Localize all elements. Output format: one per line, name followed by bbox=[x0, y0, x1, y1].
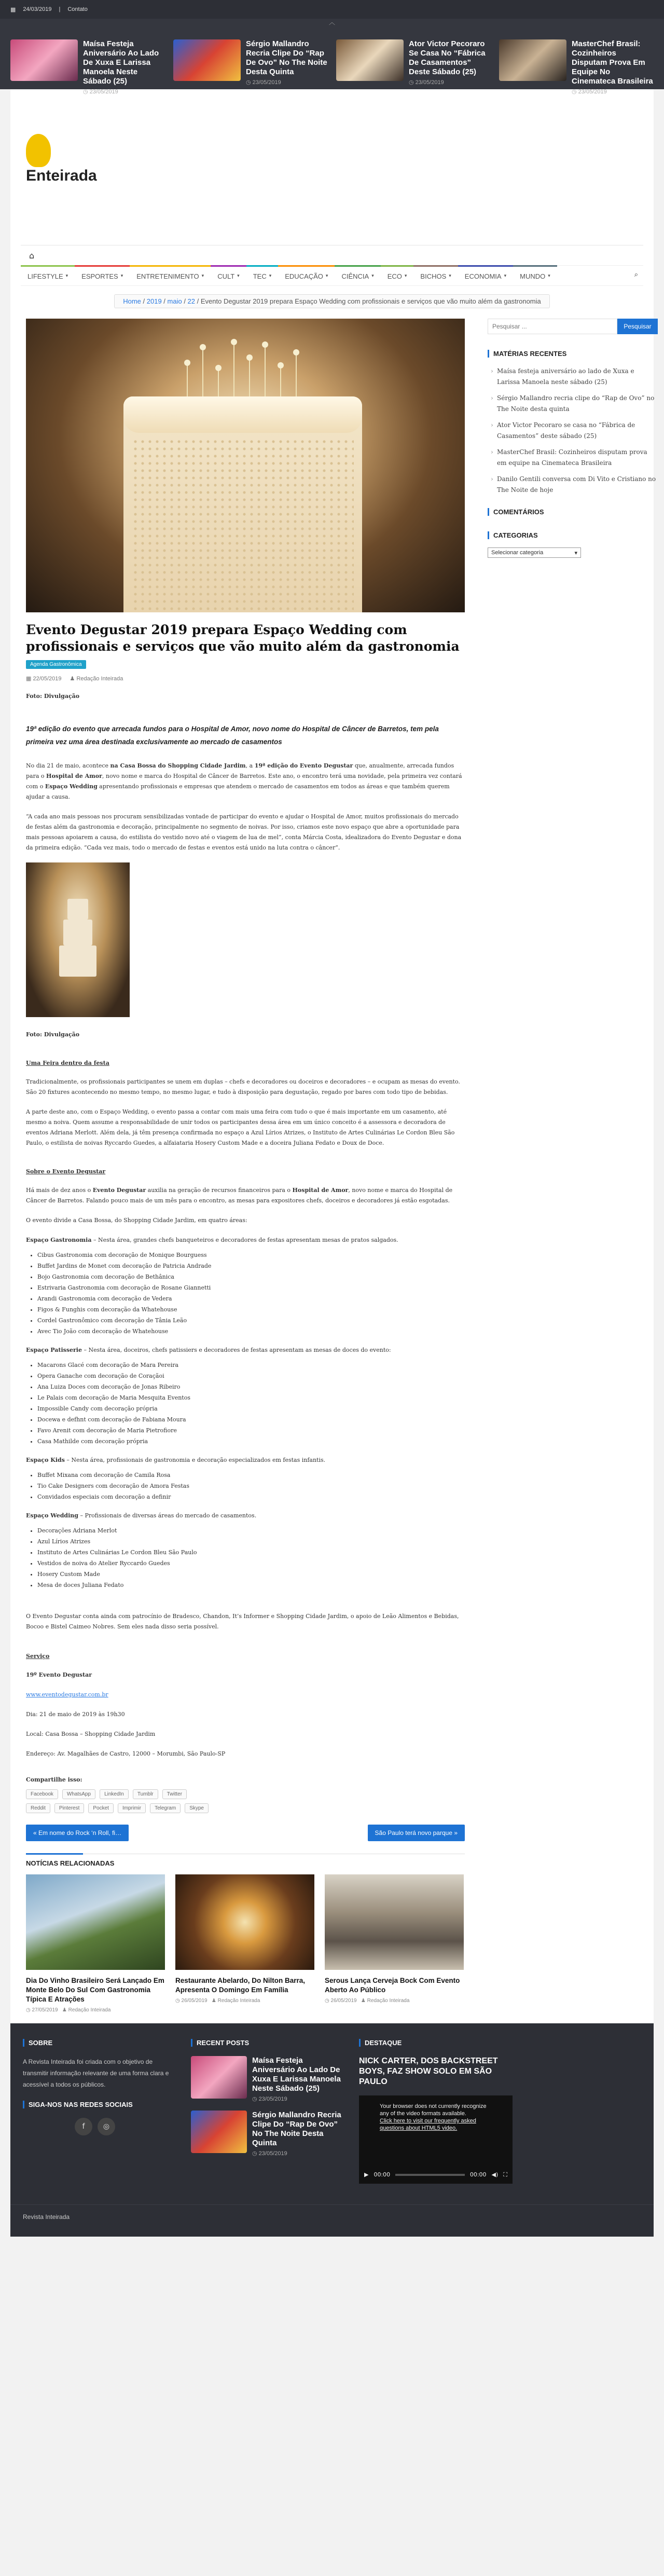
top-bar bbox=[0, 0, 664, 19]
kids-list bbox=[37, 1470, 465, 1502]
article-photo[interactable] bbox=[26, 862, 130, 1017]
list-item: • Tio Cake Designers com decoração de Amora Festas bbox=[37, 1481, 465, 1491]
calendar-icon: ▦ bbox=[26, 676, 32, 682]
article-body bbox=[26, 691, 465, 1813]
video-help-link[interactable]: Click here to visit our frequently asked questions about HTML5 video. bbox=[380, 2118, 476, 2131]
footer-post-thumb[interactable] bbox=[191, 2111, 247, 2153]
share-pinterest-button[interactable]: Pinterest bbox=[54, 1803, 84, 1813]
date-meta: ▦ 22/05/2019 bbox=[26, 676, 62, 682]
paragraph: Há mais de dez anos o Evento Degustar auxilia na geração de recursos financeiros para o Hospital de Amor, novo nome e marca do Hospital de Câncer de Barretos. Falando pouco mais de um mês para o encontro, as mesas para expositores chefs, doceiros e decoradores já estão esgotadas. bbox=[26, 1187, 453, 1204]
chevron-down-icon: ▾ bbox=[269, 273, 272, 279]
breadcrumb: Home / 2019 / maio / 22 / Evento Degustar 2019 prepara Espaço Wedding com profissionais e serviços que vão muito além da gastronomia bbox=[10, 286, 654, 316]
wedding-list bbox=[37, 1525, 465, 1591]
list-item: • Avec Tio João com decoração de Whatehouse bbox=[37, 1326, 465, 1337]
share-reddit-button[interactable]: Reddit bbox=[26, 1803, 50, 1813]
list-item: • Opera Ganache com decoração de Coraçãoi bbox=[37, 1371, 465, 1381]
footer-heading: SOBRE bbox=[23, 2039, 176, 2047]
list-item: • Estrivaria Gastronomia com decoração de Rosane Giannetti bbox=[37, 1282, 465, 1293]
nav-item-bichos[interactable]: BICHOS ▾ bbox=[413, 265, 458, 285]
related-meta: ◷ 26/05/2019 ♟ Redação Inteirada bbox=[175, 1998, 260, 2004]
list-item: • Instituto de Artes Culinárias Le Cordon Bleu São Paulo bbox=[37, 1547, 465, 1558]
service-address: Endereço: Av. Magalhães de Castro, 12000 – Morumbi, São Paulo-SP bbox=[26, 1750, 226, 1757]
time-elapsed: 00:00 bbox=[374, 2171, 391, 2178]
ticker-item[interactable] bbox=[10, 39, 165, 95]
category-badge[interactable]: Agenda Gastronômica bbox=[26, 660, 86, 669]
related-thumb[interactable] bbox=[26, 1874, 165, 1970]
volume-icon[interactable]: ◀) bbox=[491, 2171, 499, 2178]
ticker-title[interactable]: Maísa Festeja Aniversário Ao Lado De Xuxa E Larissa Manoela Neste Sábado (25) bbox=[83, 39, 159, 86]
post-navigation bbox=[26, 1825, 465, 1841]
ticker-thumb[interactable] bbox=[173, 39, 241, 81]
nav-item-lifestyle[interactable]: LIFESTYLE ▾ bbox=[21, 265, 75, 285]
nav-item-eco[interactable]: ECO ▾ bbox=[381, 265, 414, 285]
section-heading: Uma Feira dentro da festa bbox=[26, 1060, 109, 1066]
ticker-item[interactable] bbox=[499, 39, 654, 95]
paragraph: A parte deste ano, com o Espaço Wedding, o evento passa a contar com mais uma feira com tudo o que é mais importante em um casamento, até mesmo a noiva. Quem assume a responsabilidade de unir todos os participantes dessa área em um único conceito é a assessora e decoradora de eventos Adriana Merlott. Além dela, já têm presença confirmada no espaço a Azul Lírios Atrizes, o Instituto de Artes Culinárias Le Cordon Bleu São Paulo, o estilista de noivas Ryccardo Guedes, a alfaiataria Hosery Custom Made e a doceira Juliana Fedato e Doux de Doce. bbox=[26, 1108, 455, 1146]
recent-list bbox=[488, 366, 658, 496]
list-item: • Casa Mathilde com decoração própria bbox=[37, 1436, 465, 1447]
search-input[interactable] bbox=[488, 319, 617, 334]
cake-body bbox=[123, 396, 362, 612]
recent-link[interactable]: › Ator Victor Pecoraro se casa no “Fábrica de Casamentos” deste sábado (25) bbox=[491, 420, 658, 442]
comments-heading: COMENTÁRIOS bbox=[488, 508, 658, 516]
video-player[interactable] bbox=[359, 2095, 513, 2184]
share-buttons bbox=[26, 1789, 213, 1813]
cake-topper bbox=[182, 339, 306, 402]
list-item: • Impossible Candy com decoração própria bbox=[37, 1403, 465, 1414]
sidebar bbox=[488, 319, 658, 2013]
nav-item-entretenimento[interactable]: ENTRETENIMENTO ▾ bbox=[130, 265, 211, 285]
news-ticker bbox=[0, 19, 664, 95]
breadcrumb-day[interactable]: 22 bbox=[187, 297, 196, 305]
ticker-title[interactable]: MasterChef Brasil: Cozinheiros Disputam Prova Em Equipe No Cinemateca Brasileira bbox=[572, 39, 653, 86]
article bbox=[26, 319, 465, 2013]
related-title[interactable]: Restaurante Abelardo, Do Nilton Barra, Apresenta O Domingo Em Família bbox=[175, 1977, 306, 1994]
sidebar-search bbox=[488, 319, 658, 334]
copyright-text: Revista Inteirada bbox=[23, 2213, 70, 2221]
time-total: 00:00 bbox=[469, 2171, 487, 2178]
list-item: • Le Palais com decoração de Maria Mesquita Eventos bbox=[37, 1392, 465, 1403]
chevron-down-icon: ▾ bbox=[574, 550, 577, 556]
recent-link[interactable]: › Danilo Gentili conversa com Di Vito e Cristiano no The Noite de hoje bbox=[491, 474, 658, 496]
footer-post-date: ◷ 23/05/2019 bbox=[252, 2096, 287, 2102]
share-pocket-button[interactable]: Pocket bbox=[88, 1803, 114, 1813]
ticker-title[interactable]: Ator Victor Pecoraro Se Casa No “Fábrica De Casamentos” Deste Sábado (25) bbox=[409, 39, 486, 76]
paragraph: Espaço Kids – Nesta área, profissionais de gastronomia e decoração especializados em festas infantis. bbox=[26, 1457, 326, 1463]
related-item[interactable] bbox=[325, 1874, 464, 2013]
categories-select[interactable]: Selecionar categoria ▾ bbox=[488, 547, 581, 558]
breadcrumb-current: Evento Degustar 2019 prepara Espaço Wedding com profissionais e serviços que vão muito além da gastronomia bbox=[200, 297, 541, 305]
user-icon: ♟ bbox=[70, 676, 75, 682]
nav-item-tec[interactable]: TEC ▾ bbox=[246, 265, 279, 285]
list-item: • Cibus Gastronomia com decoração de Monique Bourguess bbox=[37, 1250, 465, 1260]
featured-image bbox=[26, 319, 465, 612]
footer-heading: SIGA-NOS NAS REDES SOCIAIS bbox=[23, 2101, 176, 2108]
search-icon[interactable]: ⌕ bbox=[634, 271, 638, 279]
nav-item-economia[interactable]: ECONOMIA ▾ bbox=[458, 265, 513, 285]
list-item: • Favo Arenit com decoração de Maria Pietrofiore bbox=[37, 1425, 465, 1436]
footer-about bbox=[23, 2039, 176, 2184]
facebook-icon[interactable]: f bbox=[75, 2118, 92, 2135]
paragraph: Espaço Wedding – Profissionais de diversas áreas do mercado de casamentos. bbox=[26, 1512, 257, 1519]
ticker-item[interactable] bbox=[173, 39, 328, 95]
play-icon[interactable]: ▶ bbox=[364, 2171, 369, 2178]
photo-credit: Foto: Divulgação bbox=[26, 1031, 80, 1038]
paragraph: Espaço Gastronomia – Nesta área, grandes chefs banqueteiros e decoradores de festas apresentam mesas de pratos salgados. bbox=[26, 1237, 398, 1243]
article-title: Evento Degustar 2019 prepara Espaço Wedding com profissionais e serviços que vão muito além da gastronomia bbox=[26, 622, 460, 654]
breadcrumb-home[interactable]: Home bbox=[123, 297, 141, 305]
share-label: Compartilhe isso: bbox=[26, 1776, 82, 1783]
calendar-icon: ▦ bbox=[10, 6, 16, 13]
section-heading: Serviço bbox=[26, 1653, 50, 1660]
paragraph: O Evento Degustar conta ainda com patrocínio de Bradesco, Chandon, It’s Informer e Shopping Cidade Jardim, o apoio de Leão Alimentos e Bebidas, Bocoo e Bistel Caimeo Nobres. Sem eles nada disso seria possível. bbox=[26, 1613, 459, 1630]
seek-bar[interactable] bbox=[395, 2174, 465, 2176]
footer-post-title[interactable]: Sérgio Mallandro Recria Clipe Do “Rap De Ovo” No The Noite Desta Quinta bbox=[252, 2111, 341, 2147]
recent-link[interactable]: › Maísa festeja aniversário ao lado de Xuxa e Larissa Manoela neste sábado (25) bbox=[491, 366, 658, 388]
share-tumblr-button[interactable]: Tumblr bbox=[133, 1789, 158, 1799]
list-item: • Buffet Jardins de Monet com decoração de Patricia Andrade bbox=[37, 1260, 465, 1271]
contact-link[interactable]: Contato bbox=[67, 6, 88, 12]
author-meta[interactable]: ♟ Redação Inteirada bbox=[70, 676, 123, 682]
list-item: • Docewa e defhnt com decoração de Fabiana Moura bbox=[37, 1414, 465, 1425]
instagram-icon[interactable]: ◎ bbox=[98, 2118, 115, 2135]
related-item[interactable] bbox=[175, 1874, 314, 2013]
bottom-bar bbox=[10, 2204, 654, 2237]
ticker-thumb[interactable] bbox=[499, 39, 566, 81]
footer-recent bbox=[191, 2039, 344, 2184]
chevron-down-icon: ▾ bbox=[548, 273, 550, 279]
related-title[interactable]: Dia Do Vinho Brasileiro Será Lançado Em Monte Belo Do Sul Com Gastronomia Típica E Atrações bbox=[26, 1977, 164, 2003]
chevron-up-icon[interactable]: ︿ bbox=[328, 19, 335, 26]
ticker-item[interactable] bbox=[336, 39, 491, 95]
photo-credit: Foto: Divulgação bbox=[26, 693, 80, 700]
video-controls bbox=[364, 2171, 507, 2178]
share-twitter-button[interactable]: Twitter bbox=[162, 1789, 187, 1799]
article-lead: 19ª edição do evento que arrecada fundos para o Hospital de Amor, novo nome do Hospital de Câncer de Barretos, tem pela primeira vez uma área destinada exclusivamente ao mercado de casamentos bbox=[26, 725, 439, 746]
list-item: • Buffet Mixana com decoração de Camila Rosa bbox=[37, 1470, 465, 1481]
related-meta: ◷ 27/05/2019 ♟ Redação Inteirada bbox=[26, 2007, 111, 2013]
ticker-date: ◷ 23/05/2019 bbox=[409, 79, 444, 86]
nav-item-esportes[interactable]: ESPORTES ▾ bbox=[75, 265, 130, 285]
ticker-date: ◷ 23/05/2019 bbox=[246, 79, 281, 86]
share-facebook-button[interactable]: Facebook bbox=[26, 1789, 58, 1799]
list-item: • Cordel Gastronômico com decoração de Tânia Leão bbox=[37, 1315, 465, 1326]
footer-about-text: A Revista Inteirada foi criada com o objetivo de transmitir informação relevante de uma forma clara e acessível a todos os públicos. bbox=[23, 2058, 169, 2088]
footer-post-title[interactable]: Maísa Festeja Aniversário Ao Lado De Xuxa E Larissa Manoela Neste Sábado (25) bbox=[252, 2056, 341, 2093]
service-date: Dia: 21 de maio de 2019 às 19h30 bbox=[26, 1711, 125, 1718]
categories-heading: CATEGORIAS bbox=[488, 531, 658, 539]
related-thumb[interactable] bbox=[175, 1874, 314, 1970]
list-item: • Convidados especiais com decoração a definir bbox=[37, 1491, 465, 1502]
breadcrumb-year[interactable]: 2019 bbox=[146, 297, 162, 305]
share-skype-button[interactable]: Skype bbox=[185, 1803, 209, 1813]
chevron-down-icon: ▾ bbox=[201, 273, 204, 279]
list-item: • Macarons Glacé com decoração de Mara Pereira bbox=[37, 1360, 465, 1371]
ticker-thumb[interactable] bbox=[10, 39, 78, 81]
featured-title[interactable]: NICK CARTER, DOS BACKSTREET BOYS, FAZ SHOW SOLO EM SÃO PAULO bbox=[359, 2057, 498, 2086]
related-item[interactable] bbox=[26, 1874, 165, 2013]
footer bbox=[10, 2023, 654, 2204]
paragraph: No dia 21 de maio, acontece na Casa Bossa do Shopping Cidade Jardim, a 19ª edição do Evento Degustar que, anualmente, arrecada fundos para o Hospital de Amor, novo nome e marca do Hospital de Câncer de Barretos. Este ano, o encontro terá uma novidade, pela primeira vez contará com o Espaço Wedding apresentando profissionais e empresas que atendem o mercado de casamentos em todos as áreas e que também querem ajudar a causa. bbox=[26, 762, 462, 800]
article-meta bbox=[26, 675, 465, 682]
paragraph: “A cada ano mais pessoas nos procuram sensibilizadas vontade de participar do evento e ajudar o Hospital de Amor, muitos profissionais do mercado de festas além da gastronomia e decoração, principalmente no segmento de noivas. Por isso, criamos este novo espaço que abre a oportunidade para mais pessoas apoiarem a causa, do estilista do vestido novo até o viagem de lua de mel”, conta Márcia Costa, idealizadora do Evento Degustar e dona da primeira edição. “Cada vez mais, todo o mercado de festas e eventos está unido na luta contra o câncer”. bbox=[26, 813, 462, 851]
section-heading: Sobre o Evento Degustar bbox=[26, 1168, 106, 1175]
service-site[interactable]: www.eventodegustar.com.br bbox=[26, 1691, 108, 1698]
recent-link[interactable]: › MasterChef Brasil: Cozinheiros disputam prova em equipe na Cinemateca Brasileira bbox=[491, 447, 658, 469]
footer-post-date: ◷ 23/05/2019 bbox=[252, 2150, 287, 2157]
chevron-down-icon: ▾ bbox=[504, 273, 507, 279]
footer-post-thumb[interactable] bbox=[191, 2056, 247, 2099]
list-item: • Decorações Adriana Merlot bbox=[37, 1525, 465, 1536]
footer-post[interactable] bbox=[191, 2056, 344, 2102]
recent-heading: MATÉRIAS RECENTES bbox=[488, 350, 658, 358]
fullscreen-icon[interactable]: ⛶ bbox=[503, 2171, 507, 2178]
paragraph: Tradicionalmente, os profissionais participantes se unem em duplas – chefs e decoradores ou doceiros e decoradores – e ocupam as mesas do evento. São 20 fixtures acontecendo no mesmo tempo, no mesmo lugar, e tudo à disposição para degustação, regado por bares com todo tipo de bebidas. bbox=[26, 1078, 460, 1095]
ticker-date: ◷ 23/05/2019 bbox=[572, 89, 607, 95]
logo-text: Enteirada bbox=[26, 167, 97, 184]
footer-heading: DESTAQUE bbox=[359, 2039, 513, 2047]
next-post-button[interactable]: São Paulo terá novo parque » bbox=[368, 1825, 465, 1841]
logo-mark bbox=[26, 134, 51, 167]
home-icon[interactable]: ⌂ bbox=[29, 250, 35, 261]
share-linkedin-button[interactable]: LinkedIn bbox=[100, 1789, 129, 1799]
list-item: • Vestidos de noiva do Atelier Ryccardo Guedes bbox=[37, 1558, 465, 1569]
previous-post-button[interactable]: « Em nome do Rock ‘n Roll, fi… bbox=[26, 1825, 129, 1841]
nav-item-cult[interactable]: CULT ▾ bbox=[211, 265, 246, 285]
nav-item-educacao[interactable]: EDUCAÇÃO ▾ bbox=[278, 265, 335, 285]
ticker-title[interactable]: Sérgio Mallandro Recria Clipe Do “Rap De Ovo” No The Noite Desta Quinta bbox=[246, 39, 327, 76]
patisserie-list bbox=[37, 1360, 465, 1447]
related-thumb[interactable] bbox=[325, 1874, 464, 1970]
share-whatsapp-button[interactable]: WhatsApp bbox=[62, 1789, 95, 1799]
paragraph: O evento divide a Casa Bossa, do Shopping Cidade Jardim, em quatro áreas: bbox=[26, 1217, 247, 1224]
service-place: Local: Casa Bossa – Shopping Cidade Jardim bbox=[26, 1731, 156, 1737]
list-item: • Arandi Gastronomia com decoração de Vedera bbox=[37, 1293, 465, 1304]
footer-post[interactable] bbox=[191, 2111, 344, 2157]
share-print-button[interactable]: Imprimir bbox=[118, 1803, 146, 1813]
list-item: • Ana Luiza Doces com decoração de Jonas Ribeiro bbox=[37, 1381, 465, 1392]
related-title[interactable]: Serous Lança Cerveja Bock Com Evento Aberto Ao Público bbox=[325, 1977, 460, 1994]
share-telegram-button[interactable]: Telegram bbox=[150, 1803, 181, 1813]
social-links bbox=[75, 2118, 176, 2135]
footer-featured bbox=[359, 2039, 513, 2184]
related-meta: ◷ 26/05/2019 ♟ Redação Inteirada bbox=[325, 1998, 410, 2004]
breadcrumb-month[interactable]: maio bbox=[167, 297, 182, 305]
footer-heading: RECENT POSTS bbox=[191, 2039, 344, 2047]
search-button[interactable]: Pesquisar bbox=[617, 319, 658, 334]
paragraph: Espaço Patisserie – Nesta área, doceiros, chefs patissiers e decoradores de festas apresentam as mesas de doces do evento: bbox=[26, 1347, 391, 1353]
video-message: Your browser does not currently recognize any of the video formats available. bbox=[380, 2103, 487, 2117]
chevron-down-icon: ▾ bbox=[404, 273, 407, 279]
chevron-down-icon: ▾ bbox=[237, 273, 240, 279]
list-item: • Figos & Funghis com decoração da Whatehouse bbox=[37, 1304, 465, 1315]
gastronomia-list bbox=[37, 1250, 465, 1337]
list-item: • Azul Lírios Atrizes bbox=[37, 1536, 465, 1547]
service-title: 19º Evento Degustar bbox=[26, 1671, 92, 1678]
chevron-down-icon: ▾ bbox=[325, 273, 328, 279]
separator: | bbox=[59, 6, 61, 12]
site-logo[interactable] bbox=[10, 89, 654, 245]
related-heading: NOTÍCIAS RELACIONADAS bbox=[26, 1854, 465, 1867]
chevron-down-icon: ▾ bbox=[120, 273, 123, 279]
chevron-down-icon: ▾ bbox=[371, 273, 374, 279]
list-item: • Bojo Gastronomia com decoração de Bethânica bbox=[37, 1271, 465, 1282]
nav-item-mundo[interactable]: MUNDO ▾ bbox=[513, 265, 557, 285]
ticker-thumb[interactable] bbox=[336, 39, 404, 81]
ticker-date: ◷ 23/05/2019 bbox=[83, 89, 118, 95]
list-item: • Mesa de doces Juliana Fedato bbox=[37, 1580, 465, 1591]
nav-item-ciencia[interactable]: CIÊNCIA ▾ bbox=[335, 265, 380, 285]
list-item: • Hosery Custom Made bbox=[37, 1569, 465, 1580]
chevron-down-icon: ▾ bbox=[449, 273, 451, 279]
chevron-down-icon: ▾ bbox=[65, 273, 68, 279]
related-news bbox=[26, 1854, 465, 2013]
main-navigation bbox=[21, 245, 643, 286]
recent-link[interactable]: › Sérgio Mallandro recria clipe do “Rap de Ovo” no The Noite desta quinta bbox=[491, 393, 658, 415]
top-date: 24/03/2019 bbox=[23, 6, 52, 12]
